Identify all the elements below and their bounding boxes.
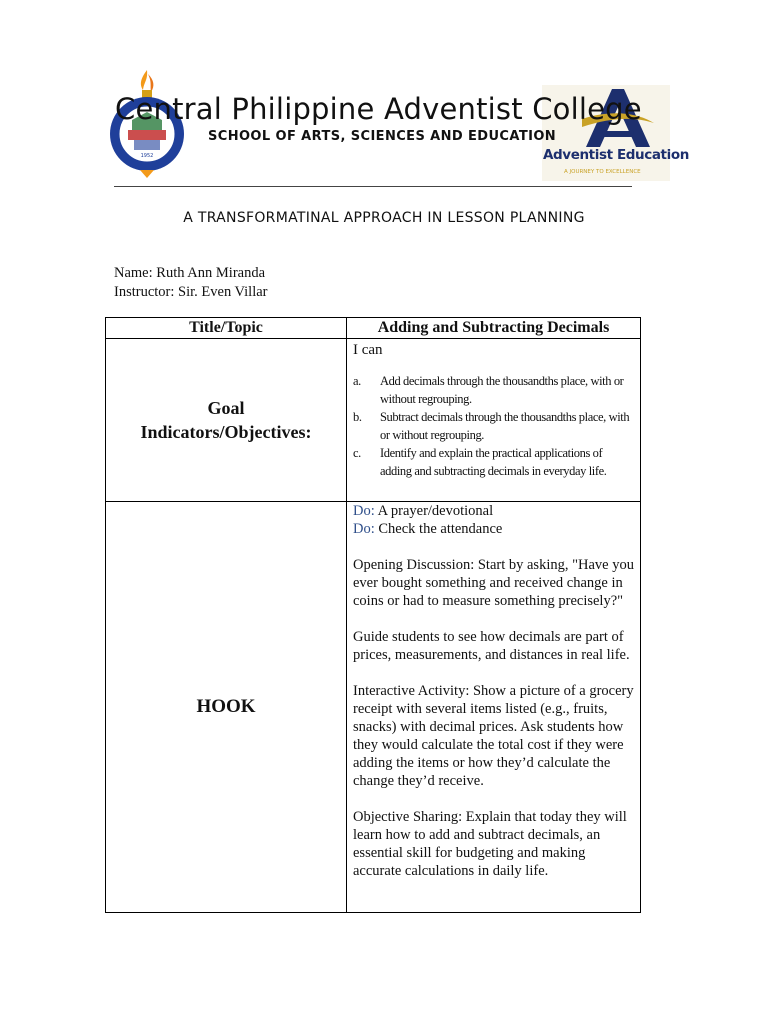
do-keyword: Do: <box>353 521 375 537</box>
do-item <box>353 520 634 538</box>
hook-paragraph: Guide students to see how decimals are part of prices, measurements, and distances in real life. <box>353 629 630 663</box>
college-title: Central Philippine Adventist College <box>115 92 642 126</box>
hook-paragraph: Objective Sharing: Explain that today they will learn how to add and subtract decimals, an essential skill for budgeting and making accurate calculations in daily life. <box>353 809 627 879</box>
instructor-name: Instructor: Sir. Even Villar <box>114 284 268 300</box>
student-name: Name: Ruth Ann Miranda <box>114 265 266 281</box>
logo-text: Adventist Education <box>543 147 689 163</box>
objective-letter: c. <box>353 446 361 460</box>
do-text: Check the attendance <box>374 521 503 537</box>
hook-label: HOOK <box>196 696 256 717</box>
objective-text: Subtract decimals through the thousandths place, with or without regrouping. <box>380 410 630 442</box>
hook-paragraph: Opening Discussion: Start by asking, "Have you ever bought something and received change in coins or had to measure something precisely?" <box>353 557 634 609</box>
hook-label-cell <box>106 502 347 913</box>
objective-letter: a. <box>353 374 361 388</box>
goal-label-sub: Indicators/Objectives: <box>140 422 312 442</box>
header-title-topic: Title/Topic <box>106 318 347 339</box>
objective-letter: b. <box>353 410 362 424</box>
objective-item <box>353 372 634 408</box>
goal-intro: I can <box>353 342 383 358</box>
objective-text: Add decimals through the thousandths place, with or without regrouping. <box>380 374 624 406</box>
do-item <box>353 502 634 520</box>
do-text: A prayer/devotional <box>374 503 494 519</box>
header-divider <box>114 186 632 187</box>
objective-text: Identify and explain the practical applications of adding and subtracting decimals in everyday life. <box>380 446 607 478</box>
hook-row <box>106 502 641 913</box>
goal-label: Goal <box>207 398 245 418</box>
lesson-plan-table <box>105 317 641 913</box>
hook-content-cell <box>347 502 641 913</box>
goal-row <box>106 339 641 502</box>
logo-tagline: A JOURNEY TO EXCELLENCE <box>564 169 641 175</box>
objective-item <box>353 408 634 444</box>
goal-content-cell <box>347 339 641 502</box>
seal-year: 1952 <box>140 153 154 159</box>
goal-label-cell <box>106 339 347 502</box>
document-title: A TRANSFORMATINAL APPROACH IN LESSON PLANNING <box>183 210 585 226</box>
school-subtitle: SCHOOL OF ARTS, SCIENCES AND EDUCATION <box>208 129 557 144</box>
do-keyword: Do: <box>353 503 375 519</box>
hook-paragraph: Interactive Activity: Show a picture of a grocery receipt with several items listed (e.g., fruits, snacks) with decimal prices. Ask students how they would calculate the total cost if they were adding the items or how they’d calculate the change they’d receive. <box>353 683 634 789</box>
header-topic-value: Adding and Subtracting Decimals <box>347 318 641 339</box>
table-header-row <box>106 318 641 339</box>
objective-item <box>353 444 634 480</box>
